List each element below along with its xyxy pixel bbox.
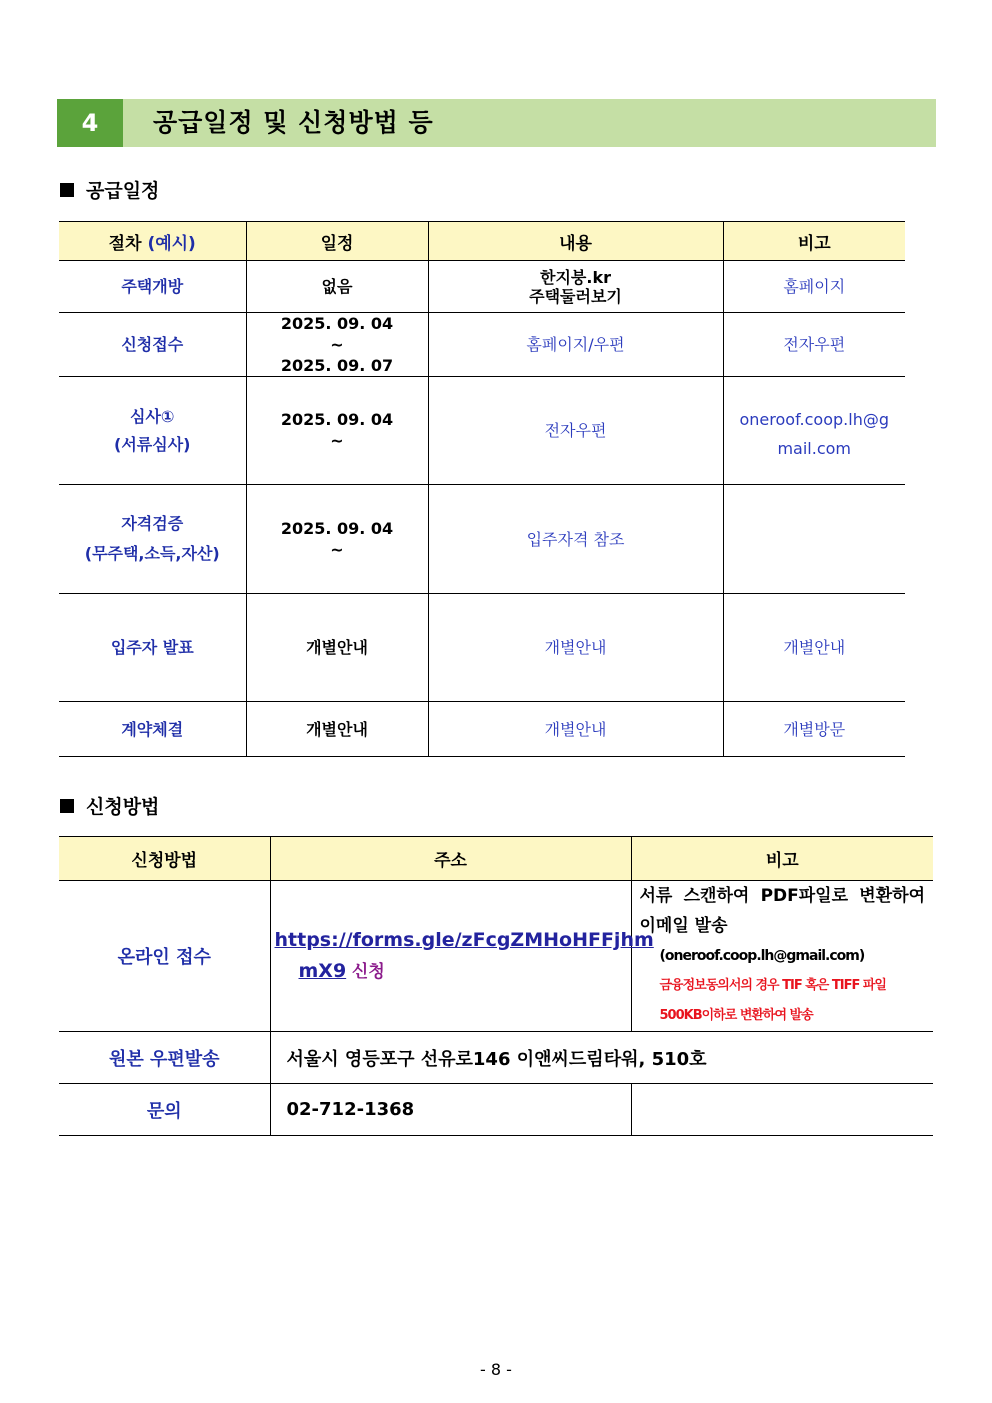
remark-cell: 개별방문 — [723, 702, 905, 757]
square-bullet-icon — [60, 799, 74, 813]
remark-cell: 홈페이지 — [723, 261, 905, 313]
table-row — [59, 261, 905, 313]
header-method: 신청방법 — [59, 837, 270, 881]
apply-label: 신청 — [351, 962, 385, 982]
table-row-online — [59, 881, 933, 1032]
step-cell: 자격검증 (무주택,소득,자산) — [59, 485, 246, 594]
table-row-inquiry — [59, 1084, 933, 1136]
method-cell: 문의 — [59, 1084, 270, 1136]
header-step: 절차 (예시) — [59, 222, 246, 261]
date-cell: 없음 — [246, 261, 428, 313]
content-cell: 개별안내 — [428, 702, 723, 757]
address-cell: 서울시 영등포구 선유로146 이앤씨드림타워, 510호 — [270, 1032, 933, 1084]
address-cell — [270, 881, 654, 1032]
remark-cell: 개별안내 — [723, 594, 905, 702]
page-number: - 8 - — [480, 1360, 512, 1379]
section-number: 4 — [57, 99, 123, 147]
phone-cell: 02-712-1368 — [270, 1084, 631, 1136]
date-cell: 개별안내 — [246, 594, 428, 702]
application-heading-text: 신청방법 — [86, 796, 160, 818]
section-banner — [57, 99, 936, 147]
method-cell: 원본 우편발송 — [59, 1032, 270, 1084]
table-row — [59, 313, 905, 377]
header-remark: 비고 — [631, 837, 933, 881]
square-bullet-icon — [60, 183, 74, 197]
remark-cell — [723, 485, 905, 594]
content-cell: 한지붕.kr 주택둘러보기 — [428, 261, 723, 313]
date-cell: 2025. 09. 04 ~ 2025. 09. 07 — [246, 313, 428, 377]
schedule-heading-text: 공급일정 — [86, 180, 160, 202]
date-cell: 2025. 09. 04 ~ — [246, 485, 428, 594]
schedule-heading — [60, 176, 159, 203]
step-cell: 입주자 발표 — [59, 594, 246, 702]
application-form-link[interactable]: https://forms.gle/zFcgZMHoHFFjhm — [274, 929, 654, 951]
header-step-note: (예시) — [147, 233, 196, 254]
method-cell: 온라인 접수 — [59, 881, 270, 1032]
header-address: 주소 — [270, 837, 631, 881]
header-date: 일정 — [246, 222, 428, 261]
schedule-table — [59, 221, 905, 757]
note-warning: 금융정보동의서의 경우 TIF 혹은 TIFF 파일 — [659, 978, 886, 993]
step-cell: 주택개방 — [59, 261, 246, 313]
table-row-mail — [59, 1032, 933, 1084]
remark-cell: 전자우편 — [723, 313, 905, 377]
application-heading — [60, 792, 159, 819]
step-cell: 계약체결 — [59, 702, 246, 757]
section-title: 공급일정 및 신청방법 등 — [153, 108, 434, 137]
date-cell: 개별안내 — [246, 702, 428, 757]
content-cell: 개별안내 — [428, 594, 723, 702]
content-cell: 입주자격 참조 — [428, 485, 723, 594]
remark-cell: oneroof.coop.lh@g mail.com — [723, 377, 905, 485]
header-remark: 비고 — [723, 222, 905, 261]
schedule-header-row — [59, 222, 905, 261]
content-cell: 전자우편 — [428, 377, 723, 485]
note-warning: 500KB이하로 변환하여 발송 — [659, 1008, 813, 1023]
step-cell: 신청접수 — [59, 313, 246, 377]
application-table — [59, 836, 933, 1136]
remark-cell — [631, 1084, 933, 1136]
table-row — [59, 594, 905, 702]
step-cell: 심사① (서류심사) — [59, 377, 246, 485]
remark-cell — [631, 881, 933, 1032]
note-text: 서류 스캔하여 PDF파일로 변환하여 이메일 발송 — [639, 886, 925, 936]
date-cell: 2025. 09. 04 ~ — [246, 377, 428, 485]
table-row — [59, 485, 905, 594]
application-header-row — [59, 837, 933, 881]
table-row — [59, 377, 905, 485]
header-content: 내용 — [428, 222, 723, 261]
content-cell: 홈페이지/우편 — [428, 313, 723, 377]
table-row — [59, 702, 905, 757]
note-email: (oneroof.coop.lh@gmail.com) — [659, 948, 865, 964]
application-form-link-tail[interactable]: mX9 — [298, 960, 347, 982]
